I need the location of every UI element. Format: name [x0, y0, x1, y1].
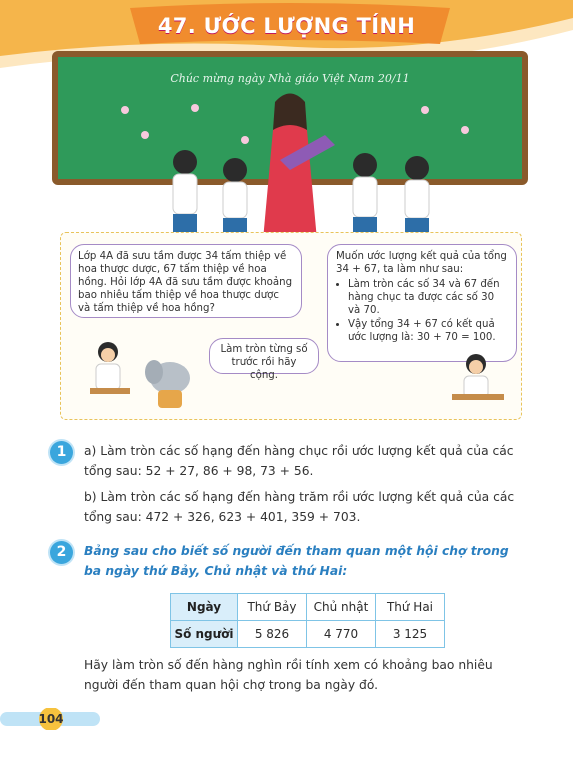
table-cell: Thứ Bảy	[238, 594, 307, 621]
exercise-1-part-a: a) Làm tròn các số hạng đến hàng chục rồi ước lượng kết quả của các tổng sau: 52 + 27, 86 + 98, 73 + 56.	[84, 444, 514, 478]
classroom-illustration	[45, 50, 535, 240]
table-row	[171, 621, 445, 648]
visitors-table	[170, 593, 445, 648]
table-header-count: Số người	[171, 621, 238, 648]
method-list	[336, 278, 508, 344]
table-cell: Chủ nhật	[307, 594, 376, 621]
table-row	[171, 594, 445, 621]
speech-bubble-method	[327, 244, 517, 362]
speech-bubble-problem: Lớp 4A đã sưu tầm được 34 tấm thiệp về hoa thược dược, 67 tấm thiệp về hoa hồng. Hỏi lớp 4A đã sưu tầm được khoảng bao nhiêu tấm thiệp về hoa thược dược và tấm thiệp về hoa hồng?	[70, 244, 302, 318]
exercise-2-badge: 2	[50, 541, 73, 564]
exercise-2-question: Hãy làm tròn số đến hàng nghìn rồi tính xem có khoảng bao nhiêu người đến tham quan hội chợ trong ba ngày đó.	[84, 658, 493, 692]
board-greeting: Chúc mừng ngày Nhà giáo Việt Nam 20/11	[170, 72, 410, 85]
boy-illustration	[448, 350, 508, 410]
page-number: 104	[38, 712, 64, 726]
table-cell: 3 125	[376, 621, 445, 648]
girl-and-elephant-illustration	[90, 338, 200, 413]
table-cell: Thứ Hai	[376, 594, 445, 621]
exercise-1-part-b: b) Làm tròn các số hạng đến hàng trăm rồi ước lượng kết quả của các tổng sau: 472 + 326, 623 + 401, 359 + 703.	[84, 490, 515, 524]
table-cell: 4 770	[307, 621, 376, 648]
table-cell: 5 826	[238, 621, 307, 648]
method-step: • Vậy tổng 34 + 67 có kết quả ước lượng là: 30 + 70 = 100.	[348, 318, 508, 344]
speech-bubble-hint: Làm tròn từng số trước rồi hãy cộng.	[209, 338, 319, 374]
exercise-1-badge: 1	[50, 441, 73, 464]
exercise-2-intro: Bảng sau cho biết số người đến tham quan một hội chợ trong ba ngày thứ Bảy, Chủ nhật và thứ Hai:	[84, 544, 509, 578]
method-step: • Làm tròn các số 34 và 67 đến hàng chục ta được các số 30 và 70.	[348, 278, 508, 317]
method-intro: Muốn ước lượng kết quả của tổng 34 + 67, ta làm như sau:	[336, 251, 507, 275]
lesson-title: 47. ƯỚC LƯỢNG TÍNH	[157, 14, 416, 38]
table-header-day: Ngày	[171, 594, 238, 621]
